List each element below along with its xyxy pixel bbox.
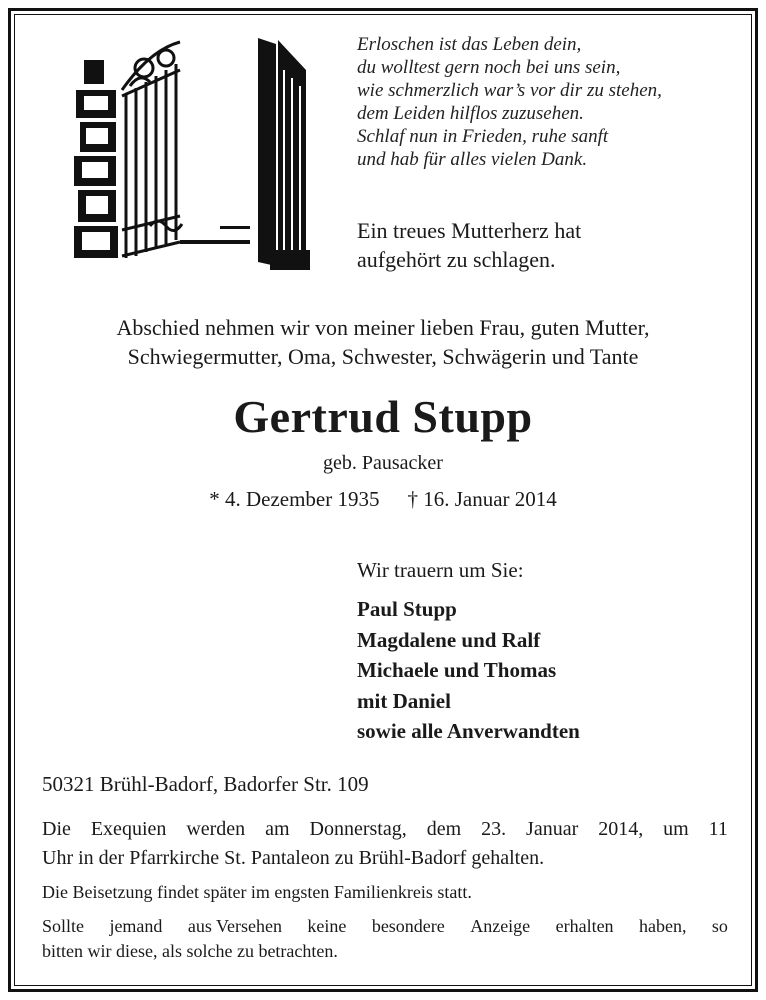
word: um [663, 818, 689, 840]
notice-text [42, 914, 728, 964]
mourner-name: Magdalene und Ralf [357, 627, 541, 652]
heart-line: Ein treues Mutterherz hat [357, 218, 582, 243]
word: erhalten [555, 916, 614, 936]
mother-heart-text [357, 216, 742, 274]
word: keine [307, 916, 347, 936]
word: Die [42, 818, 71, 840]
word: aus Versehen [187, 916, 282, 936]
word: haben, [638, 916, 687, 936]
word: besondere [371, 916, 445, 936]
poem [357, 33, 742, 171]
death-date: † 16. Januar 2014 [407, 487, 557, 511]
mourner-name: sowie alle Anverwandten [357, 719, 580, 743]
exequien-text [42, 815, 728, 873]
word: jemand [109, 916, 163, 936]
burial-text: Die Beisetzung findet später im engsten Familienkreis statt. [42, 882, 472, 902]
mourning-intro: Wir trauern um Sie: [357, 558, 524, 582]
birth-date: * 4. Dezember 1935 [209, 487, 380, 511]
mourner-name: mit Daniel [357, 688, 451, 713]
life-dates [20, 485, 746, 513]
farewell-line: Schwiegermutter, Oma, Schwester, Schwägerin und Tante [127, 344, 639, 369]
poem-line: Erloschen ist das Leben dein, [357, 34, 582, 55]
mourner-name: Paul Stupp [357, 597, 457, 621]
poem-line: und hab für alles vielen Dank. [357, 149, 588, 170]
word: am [265, 818, 290, 840]
word: so [711, 916, 728, 936]
poem-line: dem Leiden hilflos zuzusehen. [357, 103, 584, 124]
exequien-line-2: Uhr in der Pfarrkirche St. Pantaleon zu Brühl-Badorf gehalten. [42, 847, 545, 869]
heart-line: aufgehört zu schlagen. [357, 247, 556, 272]
word: werden [186, 818, 246, 840]
poem-line: Schlaf nun in Frieden, ruhe sanft [357, 126, 609, 147]
mourners-list [357, 594, 580, 747]
address: 50321 Brühl-Badorf, Badorfer Str. 109 [42, 772, 369, 796]
word: dem [426, 818, 462, 840]
open-gate-illustration [70, 30, 310, 275]
poem-line: du wolltest gern noch bei uns sein, [357, 57, 621, 78]
word: Januar [526, 818, 579, 840]
exequien-line-1 [42, 815, 728, 844]
birth-name: geb. Pausacker [323, 452, 443, 474]
word: Anzeige [470, 916, 531, 936]
poem-line: wie schmerzlich war’s vor dir zu stehen, [357, 80, 662, 101]
notice-line-1 [42, 914, 728, 939]
word: Exequien [90, 818, 167, 840]
farewell-line: Abschied nehmen wir von meiner lieben Frau, guten Mutter, [116, 315, 650, 340]
farewell-text [20, 313, 746, 371]
word: 11 [708, 818, 728, 840]
deceased-name: Gertrud Stupp [233, 391, 533, 442]
word: 23. [481, 818, 507, 840]
mourner-name: Michaele und Thomas [357, 658, 557, 682]
word: Sollte [42, 916, 85, 936]
notice-line-2: bitten wir diese, als solche zu betrachten. [42, 941, 338, 961]
word: 2014, [598, 818, 644, 840]
word: Donnerstag, [309, 818, 407, 840]
